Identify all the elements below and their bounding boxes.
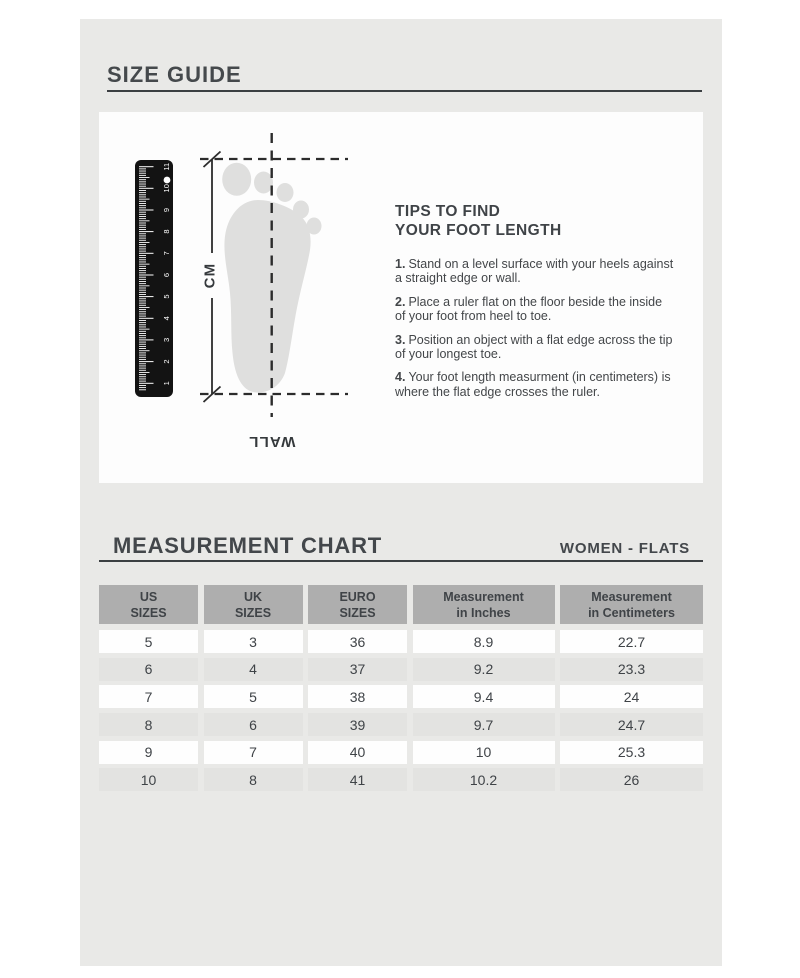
table-row: 6 4 37 9.2 23.3 — [99, 658, 703, 681]
ruler-number: 7 — [162, 251, 172, 256]
page-title: SIZE GUIDE — [107, 62, 242, 87]
table-row: 9 7 40 10 25.3 — [99, 741, 703, 764]
foot-measure-diagram-card — [99, 112, 703, 483]
table-row: 10 8 41 10.2 26 — [99, 768, 703, 791]
title-divider — [107, 90, 702, 92]
ruler-number: 10 — [162, 184, 172, 193]
wall-label: WALL — [248, 433, 296, 450]
column-header-us: US SIZES — [99, 585, 198, 624]
ruler-number: 2 — [162, 359, 172, 364]
ruler-number: 6 — [162, 272, 172, 278]
table-row: 7 5 38 9.4 24 — [99, 685, 703, 708]
measurement-chart-title: MEASUREMENT CHART — [113, 533, 383, 558]
column-header-centimeters: Measurement in Centimeters — [560, 585, 703, 624]
column-header-uk: UK SIZES — [204, 585, 303, 624]
tip-item: 1. Stand on a level surface with your heels against a straight edge or wall. — [395, 257, 674, 286]
ruler-number: 11 — [162, 162, 172, 171]
size-guide-panel — [80, 19, 722, 966]
size-table — [99, 585, 703, 796]
ruler-number: 5 — [162, 294, 172, 299]
tips-heading: TIPS TO FIND YOUR FOOT LENGTH — [395, 203, 562, 239]
ruler-icon — [135, 160, 173, 397]
table-row: 5 3 36 8.9 22.7 — [99, 630, 703, 653]
tip-item: 3. Position an object with a flat edge across the tip of your longest toe. — [395, 332, 673, 362]
tips-block — [395, 202, 683, 408]
column-header-inches: Measurement in Inches — [413, 585, 555, 624]
chart-divider — [99, 560, 703, 562]
table-row: 8 6 39 9.7 24.7 — [99, 713, 703, 736]
size-table-header-row — [99, 585, 703, 624]
chart-category-label: WOMEN - FLATS — [559, 540, 690, 557]
cm-label: CM — [201, 262, 219, 289]
tip-item: 4. Your foot length measurment (in centimeters) is where the flat edge crosses the ruler. — [395, 370, 671, 399]
ruler-number: 3 — [162, 337, 172, 342]
ruler-number: 4 — [162, 316, 172, 321]
ruler-number: 8 — [162, 229, 172, 234]
column-header-euro: EURO SIZES — [308, 585, 407, 624]
ruler-hole — [164, 177, 171, 184]
ruler-number: 9 — [162, 207, 172, 213]
measurement-chart-header — [99, 533, 703, 559]
ruler-number: 1 — [162, 381, 172, 386]
tip-item: 2. Place a ruler flat on the floor beside the inside of your foot from heel to toe. — [395, 294, 663, 324]
